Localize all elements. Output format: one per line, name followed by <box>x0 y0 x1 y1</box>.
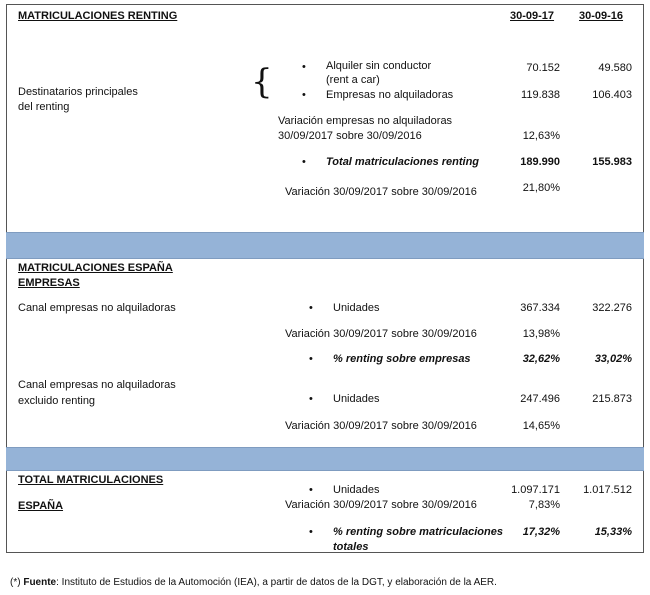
total-variacion-2017: 7,83% <box>528 499 560 511</box>
canal-variacion-2017: 13,98% <box>522 328 560 340</box>
total-renting-2017: 189.990 <box>520 156 560 168</box>
footnote-bold: Fuente <box>23 577 57 588</box>
canal-unidades-2017: 367.334 <box>520 302 560 314</box>
section-divider <box>6 232 644 259</box>
empresas-section-title: EMPRESAS <box>18 277 80 289</box>
canal-variacion-label: Variación 30/09/2017 sobre 30/09/2016 <box>285 328 477 340</box>
pct-renting-empresas-2016: 33,02% <box>594 353 632 365</box>
pct-renting-total-2017: 17,32% <box>522 526 560 538</box>
empresas-no-alquiladoras-2016: 106.403 <box>592 89 632 101</box>
excluido-variacion-label: Variación 30/09/2017 sobre 30/09/2016 <box>285 420 477 432</box>
column-header-2017: 30-09-17 <box>510 10 555 22</box>
total-section-title: TOTAL MATRICULACIONES <box>18 474 164 486</box>
bullet-icon: • <box>309 484 313 496</box>
pct-renting-total-2016: 15,33% <box>594 526 632 538</box>
rent-a-car-2017: 70.152 <box>526 62 560 74</box>
pct-renting-total-label-2: totales <box>333 541 369 553</box>
canal-excluido-label: Canal empresas no alquiladoras <box>18 379 176 391</box>
bullet-icon: • <box>309 526 313 538</box>
excluido-unidades-2016: 215.873 <box>592 393 632 405</box>
canal-excluido-label-2: excluido renting <box>18 395 96 407</box>
total-unidades-label: Unidades <box>333 484 380 496</box>
footnote-prefix: (*) <box>10 577 24 588</box>
bullet-icon: • <box>302 61 306 73</box>
footnote-text: : Instituto de Estudios de la Automoción (IEA), a partir de datos de la DGT, y elaboración de la AER. <box>56 577 497 588</box>
bullet-icon: • <box>309 393 313 405</box>
source-footnote <box>10 577 497 588</box>
bullet-icon: • <box>309 302 313 314</box>
column-header-2016: 30-09-16 <box>579 10 624 22</box>
brace-icon: { <box>251 62 273 102</box>
variacion-empresas-label: Variación empresas no alquiladoras <box>278 115 453 127</box>
rent-a-car-2016: 49.580 <box>598 62 632 74</box>
canal-unidades-2016: 322.276 <box>592 302 632 314</box>
total-section-title-2: ESPAÑA <box>18 500 64 512</box>
excluido-unidades-2017: 247.496 <box>520 393 560 405</box>
renting-recipients-label-2: del renting <box>18 101 70 113</box>
total-renting-2016: 155.983 <box>592 156 632 168</box>
variacion-empresas-2017: 12,63% <box>522 130 560 142</box>
table-title: MATRICULACIONES RENTING <box>18 10 178 22</box>
empresas-no-alquiladoras-label: Empresas no alquiladoras <box>326 89 454 101</box>
bullet-icon: • <box>302 89 306 101</box>
pct-renting-empresas-label: % renting sobre empresas <box>333 353 471 365</box>
total-renting-label: Total matriculaciones renting <box>326 156 480 168</box>
excluido-unidades-label: Unidades <box>333 393 380 405</box>
canal-empresas-label: Canal empresas no alquiladoras <box>18 302 176 314</box>
section-divider <box>6 447 644 471</box>
unidades-label: Unidades <box>333 302 380 314</box>
total-variacion-label: Variación 30/09/2017 sobre 30/09/2016 <box>285 499 477 511</box>
variacion-total-2017: 21,80% <box>522 182 560 194</box>
bullet-icon: • <box>309 353 313 365</box>
variacion-total-label: Variación 30/09/2017 sobre 30/09/2016 <box>285 186 477 198</box>
rent-a-car-label-2: (rent a car) <box>326 74 380 86</box>
excluido-variacion-2017: 14,65% <box>522 420 560 432</box>
rent-a-car-label: Alquiler sin conductor <box>326 60 432 72</box>
bullet-icon: • <box>302 156 306 168</box>
total-unidades-2016: 1.017.512 <box>583 484 632 496</box>
pct-renting-total-label: % renting sobre matriculaciones <box>333 526 503 538</box>
variacion-empresas-label-2: 30/09/2017 sobre 30/09/2016 <box>278 130 422 142</box>
espana-section-title: MATRICULACIONES ESPAÑA <box>18 262 173 274</box>
pct-renting-empresas-2017: 32,62% <box>522 353 560 365</box>
empresas-no-alquiladoras-2017: 119.838 <box>521 89 560 101</box>
total-unidades-2017: 1.097.171 <box>511 484 560 496</box>
renting-recipients-label: Destinatarios principales <box>18 86 138 98</box>
